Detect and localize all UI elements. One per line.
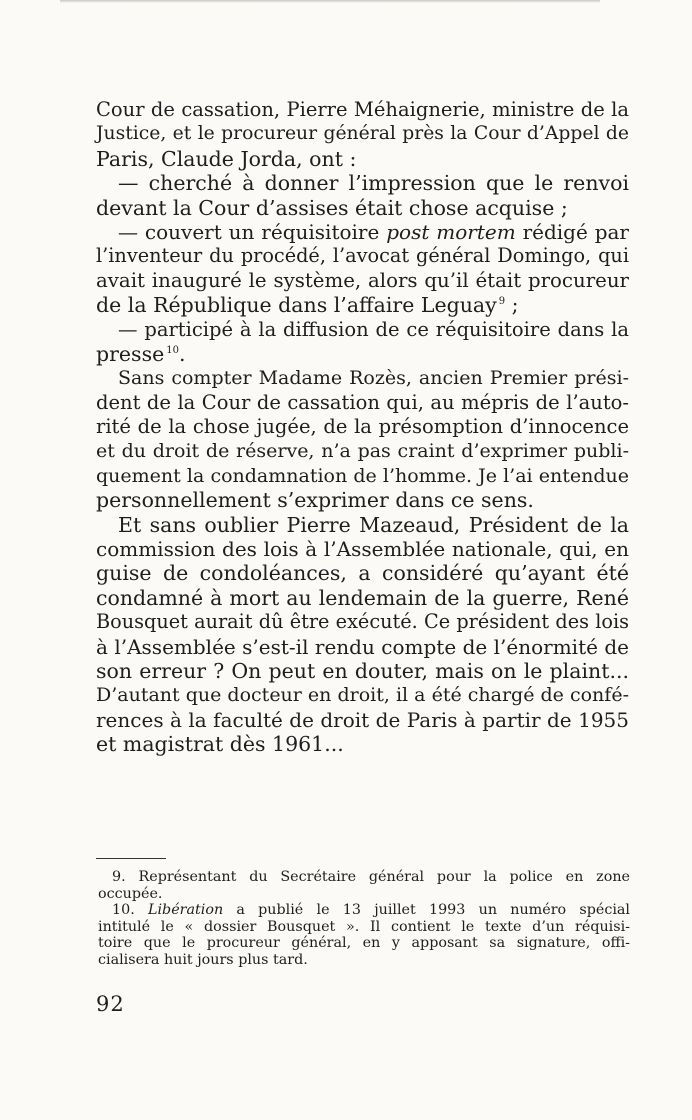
text-line: son erreur ? On peut en douter, mais on le plaint... <box>96 658 629 683</box>
text-line: Paris, Claude Jorda, ont : <box>96 146 357 171</box>
text-line: devant la Cour d’assises était chose acquise ; <box>96 195 568 220</box>
text-run: ; <box>505 293 519 318</box>
text-run: a publié le 13 juillet 1993 un numéro spécial <box>223 902 630 918</box>
body-text <box>96 98 629 757</box>
footnote-marker: 10 <box>166 344 179 356</box>
text-line: Et sans oublier Pierre Mazeaud, Président de la <box>118 512 629 537</box>
text-run: . <box>178 341 186 366</box>
footnote-line: occupée. <box>98 885 163 902</box>
footnote-line: toire que le procureur général, en y apposant sa signature, offi- <box>98 935 630 951</box>
text-line: Cour de cassation, Pierre Méhaignerie, ministre de la <box>96 98 629 121</box>
text-line: rences à la faculté de droit de Paris à partir de 1955 <box>96 707 629 732</box>
footnote-line: 9. Représentant du Secrétaire général pour la police en zone <box>112 869 630 885</box>
text-line: — participé à la diffusion de ce réquisitoire dans la <box>118 317 629 341</box>
italic-text: post mortem <box>386 219 516 244</box>
text-line: Bousquet aurait dû être exécuté. Ce président des lois <box>96 610 629 634</box>
text-line <box>96 220 629 244</box>
text-line <box>96 342 629 366</box>
text-line: Sans compter Madame Rozès, ancien Premier prési- <box>118 367 629 390</box>
text-line: commission des lois à l’Assemblée nationale, qui, en <box>96 537 629 562</box>
text-run: 10. <box>112 902 148 918</box>
footnote-line: intitulé le « dossier Bousquet ». Il contient le texte d’un réquisi- <box>98 918 630 935</box>
text-line: à l’Assemblée s’est-il rendu compte de l’énormité de <box>96 634 629 659</box>
text-line: l’inventeur du procédé, l’avocat général Domingo, qui <box>96 244 629 268</box>
footnote-marker: 9 <box>498 296 506 308</box>
text-line: et du droit de réserve, n’a pas craint d’exprimer publi- <box>96 440 629 463</box>
text-line: rité de la chose jugée, de la présomption d’innocence <box>96 415 629 439</box>
text-run: de la République dans l’affaire Leguay <box>96 293 497 318</box>
page-number: 92 <box>96 992 125 1016</box>
text-line: personnellement s’exprimer dans ce sens. <box>96 488 534 513</box>
text-line: guise de condoléances, a considéré qu’ayant été <box>96 561 629 586</box>
text-line: dent de la Cour de cassation qui, au mépris de l’auto- <box>96 390 629 414</box>
footnote-separator <box>96 858 166 859</box>
text-line: D’autant que docteur en droit, il a été chargé de confé- <box>96 684 629 707</box>
text-line: quement la condamnation de l’homme. Je l’ai entendue <box>96 464 629 487</box>
page-top-edge <box>60 0 600 3</box>
text-line: avait inauguré le système, alors qu’il était procureur <box>96 268 629 292</box>
footnote-line: cialisera huit jours plus tard. <box>98 951 308 968</box>
footnotes <box>98 869 630 968</box>
text-line: condamné à mort au lendemain de la guerre, René <box>96 585 629 610</box>
text-run: rédigé par <box>515 219 629 244</box>
text-line: — cherché à donner l’impression que le renvoi <box>118 171 629 196</box>
text-run: — couvert un réquisitoire <box>118 219 387 244</box>
italic-text: Libération <box>147 902 224 918</box>
footnote-line <box>112 902 630 919</box>
text-line: Justice, et le procureur général près la Cour d’Appel de <box>96 123 629 145</box>
text-line: et magistrat dès 1961... <box>96 732 344 757</box>
text-line <box>96 293 629 317</box>
text-run: presse <box>96 341 165 366</box>
